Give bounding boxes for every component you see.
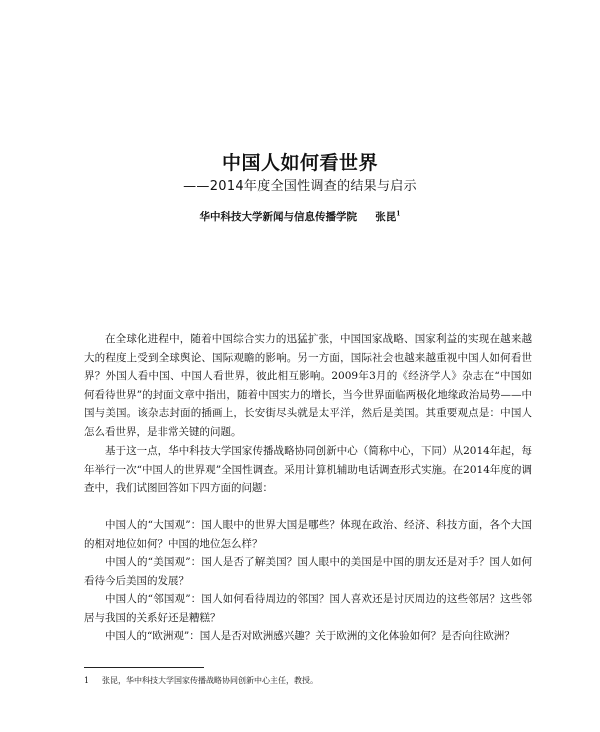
footnote [84, 675, 532, 687]
question-item-great-powers: 中国人的“大国观”：国人眼中的世界大国是哪些？体现在政治、经济、科技方面，各个大国的相对地位如何？中国的地位怎么样？ [84, 519, 532, 550]
article-title: 中国人如何看世界 [221, 152, 378, 174]
author-line [0, 209, 600, 224]
author-affiliation: 华中科技大学新闻与信息传播学院 [199, 211, 358, 223]
paragraph-survey: 基于这一点，华中科技大学国家传播战略协同创新中心（简称中心，下同）从2014年起，每年举行一次“中国人的世界观”全国性调查。采用计算机辅助电话调查形式实施。在2014年度的调查中，我们试图回答如下四方面的问题： [84, 445, 532, 494]
author-footnote-mark: 1 [396, 210, 401, 218]
question-item-neighbors: 中国人的“邻国观”：国人如何看待周边的邻国？国人喜欢还是讨厌周边的这些邻居？这些邻居与我国的关系好还是糟糕？ [84, 593, 532, 624]
question-item-europe: 中国人的“欧洲观”：国人是否对欧洲感兴趣？关于欧洲的文化体验如何？是否向往欧洲？ [105, 630, 515, 642]
author-name: 张昆 [375, 211, 397, 223]
footnote-number: 1 [84, 676, 90, 685]
footnote-text: 张昆，华中科技大学国家传播战略协同创新中心主任，教授。 [102, 676, 318, 685]
paragraph-intro: 在全球化进程中，随着中国综合实力的迅猛扩张，中国国家战略、国家利益的实现在越来越大的程度上受到全球舆论、国际观瞻的影响。另一方面，国际社会也越来越重视中国人如何看世界？外国人看中国、中国人看世界，彼此相互影响。2009年3月的《经济学人》杂志在“中国如何看待世界”的封面文章中指出，随着中国实力的增长，当今世界面临两极化地缘政治局势——中国与美国。该杂志封面的插画上，长安街尽头就是太平洋，然后是美国。其重要观点是：中国人怎么看世界，是非常关键的问题。 [84, 333, 532, 438]
question-item-usa: 中国人的“美国观”：国人是否了解美国？国人眼中的美国是中国的朋友还是对手？国人如何看待今后美国的发展？ [84, 556, 532, 587]
footnote-divider [84, 667, 204, 668]
article-subtitle: ——2014年度全国性调查的结果与启示 [183, 179, 417, 194]
